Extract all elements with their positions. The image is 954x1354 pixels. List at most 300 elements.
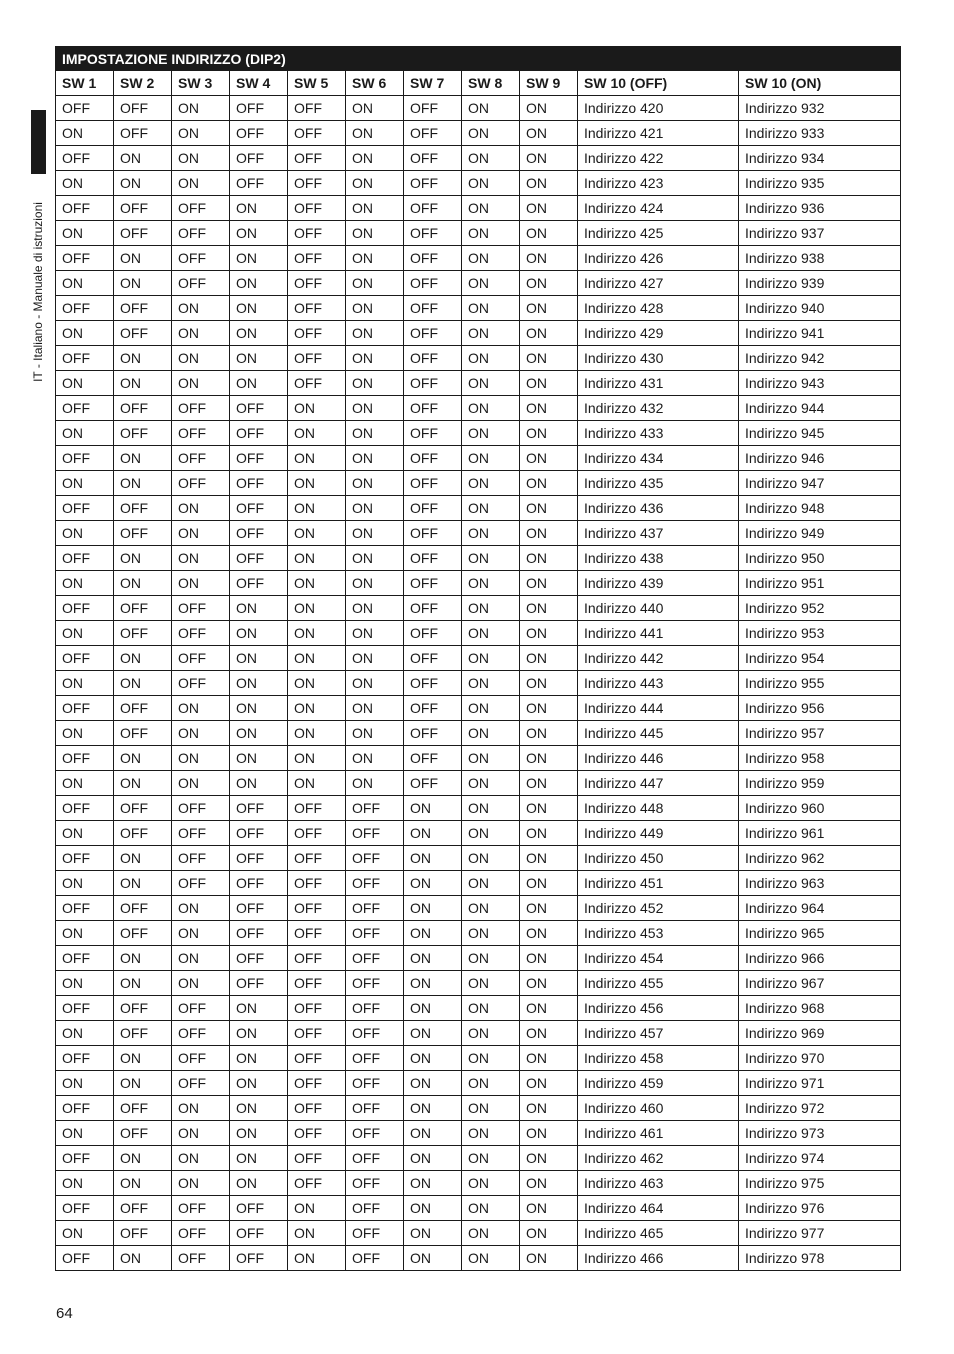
table-cell: Indirizzo 976 bbox=[739, 1196, 901, 1221]
table-cell: OFF bbox=[230, 446, 288, 471]
table-cell: ON bbox=[56, 1071, 114, 1096]
table-cell: Indirizzo 422 bbox=[578, 146, 739, 171]
table-cell: ON bbox=[520, 946, 578, 971]
table-cell: ON bbox=[114, 1071, 172, 1096]
table-cell: ON bbox=[404, 996, 462, 1021]
table-cell: OFF bbox=[114, 996, 172, 1021]
table-cell: ON bbox=[346, 246, 404, 271]
table-cell: Indirizzo 944 bbox=[739, 396, 901, 421]
table-cell: ON bbox=[114, 846, 172, 871]
table-cell: ON bbox=[346, 596, 404, 621]
table-cell: ON bbox=[520, 271, 578, 296]
table-cell: OFF bbox=[172, 671, 230, 696]
table-cell: ON bbox=[462, 771, 520, 796]
table-cell: ON bbox=[56, 771, 114, 796]
table-row bbox=[56, 1021, 901, 1046]
table-cell: ON bbox=[346, 746, 404, 771]
table-cell: Indirizzo 457 bbox=[578, 1021, 739, 1046]
table-cell: ON bbox=[462, 446, 520, 471]
table-cell: ON bbox=[288, 471, 346, 496]
table-cell: OFF bbox=[230, 521, 288, 546]
dip-address-table bbox=[55, 46, 901, 1271]
column-header: SW 7 bbox=[404, 71, 462, 96]
table-row bbox=[56, 171, 901, 196]
table-cell: ON bbox=[172, 1171, 230, 1196]
table-cell: OFF bbox=[346, 846, 404, 871]
table-cell: Indirizzo 448 bbox=[578, 796, 739, 821]
table-row bbox=[56, 621, 901, 646]
table-cell: ON bbox=[462, 896, 520, 921]
table-cell: ON bbox=[172, 971, 230, 996]
table-cell: OFF bbox=[288, 1071, 346, 1096]
table-cell: ON bbox=[520, 671, 578, 696]
table-cell: OFF bbox=[288, 221, 346, 246]
table-cell: OFF bbox=[288, 171, 346, 196]
table-cell: ON bbox=[56, 471, 114, 496]
table-cell: OFF bbox=[172, 596, 230, 621]
table-cell: ON bbox=[56, 871, 114, 896]
table-cell: OFF bbox=[230, 871, 288, 896]
table-cell: ON bbox=[462, 246, 520, 271]
table-cell: ON bbox=[346, 421, 404, 446]
table-row bbox=[56, 421, 901, 446]
table-cell: ON bbox=[404, 1046, 462, 1071]
column-header: SW 3 bbox=[172, 71, 230, 96]
table-cell: OFF bbox=[56, 196, 114, 221]
table-cell: ON bbox=[56, 721, 114, 746]
table-cell: OFF bbox=[404, 296, 462, 321]
table-cell: ON bbox=[520, 746, 578, 771]
table-cell: ON bbox=[404, 1196, 462, 1221]
table-cell: ON bbox=[288, 1221, 346, 1246]
table-cell: ON bbox=[520, 1171, 578, 1196]
table-cell: Indirizzo 439 bbox=[578, 571, 739, 596]
table-cell: Indirizzo 429 bbox=[578, 321, 739, 346]
table-cell: ON bbox=[114, 171, 172, 196]
table-cell: ON bbox=[346, 346, 404, 371]
table-cell: ON bbox=[462, 946, 520, 971]
table-cell: ON bbox=[114, 746, 172, 771]
table-cell: Indirizzo 440 bbox=[578, 596, 739, 621]
table-cell: ON bbox=[462, 221, 520, 246]
table-cell: Indirizzo 947 bbox=[739, 471, 901, 496]
table-cell: ON bbox=[346, 146, 404, 171]
table-row bbox=[56, 321, 901, 346]
table-cell: ON bbox=[404, 1221, 462, 1246]
side-language-label: IT - Italiano - Manuale di istruzioni bbox=[31, 202, 45, 382]
table-cell: Indirizzo 933 bbox=[739, 121, 901, 146]
table-row bbox=[56, 946, 901, 971]
table-cell: ON bbox=[114, 871, 172, 896]
table-row bbox=[56, 771, 901, 796]
table-row bbox=[56, 1046, 901, 1071]
table-title-row bbox=[56, 47, 901, 71]
table-cell: ON bbox=[462, 796, 520, 821]
table-cell: OFF bbox=[114, 1221, 172, 1246]
table-cell: OFF bbox=[404, 446, 462, 471]
table-cell: ON bbox=[520, 871, 578, 896]
table-row bbox=[56, 846, 901, 871]
table-cell: ON bbox=[172, 921, 230, 946]
table-row bbox=[56, 1071, 901, 1096]
table-cell: Indirizzo 431 bbox=[578, 371, 739, 396]
table-cell: ON bbox=[520, 571, 578, 596]
table-row bbox=[56, 971, 901, 996]
table-cell: ON bbox=[56, 521, 114, 546]
table-cell: ON bbox=[172, 146, 230, 171]
table-cell: Indirizzo 940 bbox=[739, 296, 901, 321]
table-cell: OFF bbox=[230, 471, 288, 496]
table-cell: ON bbox=[288, 596, 346, 621]
table-cell: OFF bbox=[288, 1121, 346, 1146]
table-cell: ON bbox=[114, 346, 172, 371]
table-cell: Indirizzo 430 bbox=[578, 346, 739, 371]
table-cell: OFF bbox=[56, 346, 114, 371]
table-cell: ON bbox=[172, 721, 230, 746]
table-row bbox=[56, 871, 901, 896]
table-cell: OFF bbox=[114, 121, 172, 146]
table-cell: OFF bbox=[404, 196, 462, 221]
table-cell: ON bbox=[288, 421, 346, 446]
table-cell: ON bbox=[462, 596, 520, 621]
table-cell: ON bbox=[520, 796, 578, 821]
table-cell: ON bbox=[520, 296, 578, 321]
table-cell: Indirizzo 978 bbox=[739, 1246, 901, 1271]
table-cell: OFF bbox=[404, 646, 462, 671]
table-cell: OFF bbox=[172, 396, 230, 421]
table-cell: ON bbox=[462, 396, 520, 421]
table-row bbox=[56, 521, 901, 546]
table-row bbox=[56, 446, 901, 471]
table-cell: ON bbox=[462, 421, 520, 446]
table-cell: OFF bbox=[114, 421, 172, 446]
table-cell: Indirizzo 965 bbox=[739, 921, 901, 946]
table-cell: ON bbox=[404, 1096, 462, 1121]
table-cell: ON bbox=[230, 671, 288, 696]
table-cell: ON bbox=[114, 546, 172, 571]
table-cell: ON bbox=[462, 546, 520, 571]
table-cell: ON bbox=[346, 271, 404, 296]
table-cell: Indirizzo 455 bbox=[578, 971, 739, 996]
table-cell: Indirizzo 955 bbox=[739, 671, 901, 696]
table-cell: OFF bbox=[172, 471, 230, 496]
table-cell: ON bbox=[172, 571, 230, 596]
table-cell: ON bbox=[114, 446, 172, 471]
table-cell: ON bbox=[520, 521, 578, 546]
table-cell: OFF bbox=[172, 421, 230, 446]
table-cell: OFF bbox=[114, 1021, 172, 1046]
table-cell: Indirizzo 442 bbox=[578, 646, 739, 671]
table-cell: ON bbox=[230, 1171, 288, 1196]
table-cell: ON bbox=[404, 946, 462, 971]
column-header: SW 10 (ON) bbox=[739, 71, 901, 96]
table-cell: Indirizzo 946 bbox=[739, 446, 901, 471]
table-cell: OFF bbox=[288, 921, 346, 946]
table-cell: ON bbox=[520, 321, 578, 346]
table-cell: ON bbox=[172, 96, 230, 121]
table-cell: ON bbox=[56, 821, 114, 846]
table-cell: ON bbox=[520, 221, 578, 246]
table-cell: ON bbox=[346, 546, 404, 571]
table-cell: Indirizzo 973 bbox=[739, 1121, 901, 1146]
table-cell: ON bbox=[172, 1146, 230, 1171]
table-row bbox=[56, 496, 901, 521]
table-cell: OFF bbox=[56, 246, 114, 271]
table-cell: OFF bbox=[288, 146, 346, 171]
table-cell: Indirizzo 454 bbox=[578, 946, 739, 971]
table-row bbox=[56, 746, 901, 771]
table-cell: Indirizzo 432 bbox=[578, 396, 739, 421]
table-cell: OFF bbox=[114, 221, 172, 246]
table-cell: ON bbox=[288, 1196, 346, 1221]
table-cell: Indirizzo 465 bbox=[578, 1221, 739, 1246]
table-cell: OFF bbox=[404, 771, 462, 796]
table-cell: ON bbox=[520, 1071, 578, 1096]
table-cell: ON bbox=[172, 496, 230, 521]
table-cell: Indirizzo 972 bbox=[739, 1096, 901, 1121]
table-cell: ON bbox=[462, 496, 520, 521]
table-cell: ON bbox=[520, 846, 578, 871]
table-cell: OFF bbox=[404, 471, 462, 496]
table-cell: ON bbox=[462, 271, 520, 296]
table-cell: Indirizzo 951 bbox=[739, 571, 901, 596]
table-cell: Indirizzo 428 bbox=[578, 296, 739, 321]
table-cell: OFF bbox=[404, 221, 462, 246]
table-cell: OFF bbox=[56, 496, 114, 521]
table-cell: OFF bbox=[172, 1071, 230, 1096]
table-cell: ON bbox=[172, 771, 230, 796]
table-cell: ON bbox=[288, 546, 346, 571]
table-cell: Indirizzo 450 bbox=[578, 846, 739, 871]
table-cell: OFF bbox=[56, 746, 114, 771]
table-cell: OFF bbox=[56, 596, 114, 621]
table-row bbox=[56, 921, 901, 946]
table-cell: ON bbox=[230, 1071, 288, 1096]
table-cell: OFF bbox=[114, 1121, 172, 1146]
table-cell: OFF bbox=[230, 146, 288, 171]
table-cell: Indirizzo 459 bbox=[578, 1071, 739, 1096]
table-cell: OFF bbox=[230, 1221, 288, 1246]
table-cell: ON bbox=[230, 321, 288, 346]
table-cell: OFF bbox=[56, 796, 114, 821]
table-cell: OFF bbox=[288, 871, 346, 896]
table-cell: ON bbox=[346, 671, 404, 696]
table-cell: ON bbox=[520, 146, 578, 171]
table-cell: ON bbox=[520, 996, 578, 1021]
table-cell: ON bbox=[462, 671, 520, 696]
table-cell: ON bbox=[230, 1046, 288, 1071]
table-cell: OFF bbox=[230, 921, 288, 946]
table-cell: OFF bbox=[288, 371, 346, 396]
table-cell: ON bbox=[404, 871, 462, 896]
table-cell: OFF bbox=[114, 621, 172, 646]
table-cell: Indirizzo 939 bbox=[739, 271, 901, 296]
table-cell: OFF bbox=[288, 196, 346, 221]
table-cell: ON bbox=[520, 246, 578, 271]
table-cell: ON bbox=[114, 946, 172, 971]
table-row bbox=[56, 121, 901, 146]
table-cell: Indirizzo 952 bbox=[739, 596, 901, 621]
table-cell: Indirizzo 445 bbox=[578, 721, 739, 746]
table-cell: ON bbox=[404, 971, 462, 996]
table-row bbox=[56, 596, 901, 621]
table-cell: ON bbox=[520, 96, 578, 121]
table-cell: ON bbox=[288, 771, 346, 796]
table-row bbox=[56, 571, 901, 596]
table-cell: Indirizzo 436 bbox=[578, 496, 739, 521]
table-cell: ON bbox=[114, 1171, 172, 1196]
table-cell: Indirizzo 967 bbox=[739, 971, 901, 996]
table-cell: ON bbox=[520, 396, 578, 421]
table-cell: OFF bbox=[114, 796, 172, 821]
table-cell: OFF bbox=[404, 521, 462, 546]
table-cell: OFF bbox=[172, 796, 230, 821]
table-cell: ON bbox=[462, 871, 520, 896]
table-cell: OFF bbox=[56, 996, 114, 1021]
table-cell: ON bbox=[462, 996, 520, 1021]
table-cell: OFF bbox=[56, 696, 114, 721]
table-cell: Indirizzo 966 bbox=[739, 946, 901, 971]
table-cell: OFF bbox=[172, 621, 230, 646]
table-cell: Indirizzo 937 bbox=[739, 221, 901, 246]
table-cell: OFF bbox=[288, 246, 346, 271]
table-cell: OFF bbox=[114, 721, 172, 746]
table-cell: OFF bbox=[346, 946, 404, 971]
table-cell: Indirizzo 443 bbox=[578, 671, 739, 696]
table-cell: ON bbox=[56, 921, 114, 946]
table-cell: ON bbox=[462, 821, 520, 846]
table-cell: OFF bbox=[346, 871, 404, 896]
table-cell: OFF bbox=[230, 821, 288, 846]
table-cell: ON bbox=[346, 396, 404, 421]
table-cell: ON bbox=[520, 646, 578, 671]
table-cell: ON bbox=[346, 321, 404, 346]
table-cell: ON bbox=[288, 496, 346, 521]
table-cell: ON bbox=[56, 371, 114, 396]
table-cell: ON bbox=[56, 1121, 114, 1146]
table-cell: ON bbox=[404, 821, 462, 846]
table-cell: ON bbox=[520, 496, 578, 521]
table-cell: ON bbox=[462, 1121, 520, 1146]
table-cell: OFF bbox=[114, 921, 172, 946]
table-cell: ON bbox=[462, 321, 520, 346]
table-cell: OFF bbox=[230, 121, 288, 146]
table-cell: ON bbox=[520, 371, 578, 396]
table-cell: OFF bbox=[56, 296, 114, 321]
table-row bbox=[56, 1171, 901, 1196]
table-cell: ON bbox=[346, 521, 404, 546]
table-cell: ON bbox=[462, 146, 520, 171]
table-cell: ON bbox=[462, 1071, 520, 1096]
table-cell: Indirizzo 464 bbox=[578, 1196, 739, 1221]
table-cell: Indirizzo 441 bbox=[578, 621, 739, 646]
table-cell: OFF bbox=[404, 546, 462, 571]
table-row bbox=[56, 471, 901, 496]
table-cell: OFF bbox=[346, 821, 404, 846]
table-cell: OFF bbox=[346, 796, 404, 821]
table-cell: ON bbox=[56, 121, 114, 146]
table-cell: OFF bbox=[114, 396, 172, 421]
table-cell: ON bbox=[462, 1246, 520, 1271]
table-row bbox=[56, 96, 901, 121]
table-cell: Indirizzo 462 bbox=[578, 1146, 739, 1171]
table-cell: ON bbox=[520, 1221, 578, 1246]
table-cell: ON bbox=[288, 396, 346, 421]
table-cell: Indirizzo 427 bbox=[578, 271, 739, 296]
table-cell: ON bbox=[462, 346, 520, 371]
table-cell: OFF bbox=[56, 146, 114, 171]
table-cell: ON bbox=[462, 371, 520, 396]
table-cell: ON bbox=[346, 221, 404, 246]
table-cell: ON bbox=[230, 246, 288, 271]
table-cell: ON bbox=[346, 471, 404, 496]
table-cell: Indirizzo 977 bbox=[739, 1221, 901, 1246]
table-cell: Indirizzo 963 bbox=[739, 871, 901, 896]
table-cell: OFF bbox=[114, 896, 172, 921]
table-cell: ON bbox=[462, 471, 520, 496]
table-cell: OFF bbox=[172, 271, 230, 296]
table-cell: OFF bbox=[114, 521, 172, 546]
table-cell: OFF bbox=[172, 1221, 230, 1246]
table-cell: ON bbox=[56, 321, 114, 346]
table-cell: OFF bbox=[288, 1046, 346, 1071]
table-cell: ON bbox=[520, 346, 578, 371]
table-row bbox=[56, 646, 901, 671]
table-cell: Indirizzo 938 bbox=[739, 246, 901, 271]
table-cell: Indirizzo 424 bbox=[578, 196, 739, 221]
table-cell: OFF bbox=[172, 871, 230, 896]
table-cell: ON bbox=[288, 621, 346, 646]
table-cell: OFF bbox=[56, 946, 114, 971]
table-cell: ON bbox=[230, 996, 288, 1021]
table-cell: ON bbox=[346, 371, 404, 396]
table-cell: ON bbox=[230, 596, 288, 621]
table-cell: OFF bbox=[346, 971, 404, 996]
table-cell: Indirizzo 420 bbox=[578, 96, 739, 121]
table-cell: OFF bbox=[404, 171, 462, 196]
table-cell: ON bbox=[288, 571, 346, 596]
table-cell: ON bbox=[462, 1221, 520, 1246]
table-cell: ON bbox=[520, 896, 578, 921]
table-cell: OFF bbox=[230, 571, 288, 596]
table-row bbox=[56, 296, 901, 321]
table-cell: Indirizzo 950 bbox=[739, 546, 901, 571]
table-cell: OFF bbox=[56, 396, 114, 421]
table-cell: Indirizzo 458 bbox=[578, 1046, 739, 1071]
table-cell: ON bbox=[462, 721, 520, 746]
table-cell: OFF bbox=[230, 171, 288, 196]
table-cell: OFF bbox=[172, 1021, 230, 1046]
table-cell: OFF bbox=[404, 146, 462, 171]
table-cell: ON bbox=[462, 196, 520, 221]
table-cell: Indirizzo 449 bbox=[578, 821, 739, 846]
table-cell: ON bbox=[404, 1171, 462, 1196]
table-cell: Indirizzo 954 bbox=[739, 646, 901, 671]
table-cell: OFF bbox=[404, 596, 462, 621]
table-cell: OFF bbox=[114, 821, 172, 846]
table-cell: ON bbox=[288, 746, 346, 771]
table-cell: OFF bbox=[288, 896, 346, 921]
table-cell: ON bbox=[346, 446, 404, 471]
table-cell: OFF bbox=[288, 846, 346, 871]
table-cell: OFF bbox=[288, 1146, 346, 1171]
table-row bbox=[56, 1246, 901, 1271]
table-cell: OFF bbox=[288, 271, 346, 296]
table-cell: Indirizzo 948 bbox=[739, 496, 901, 521]
table-row bbox=[56, 221, 901, 246]
table-cell: OFF bbox=[230, 96, 288, 121]
table-cell: ON bbox=[346, 496, 404, 521]
